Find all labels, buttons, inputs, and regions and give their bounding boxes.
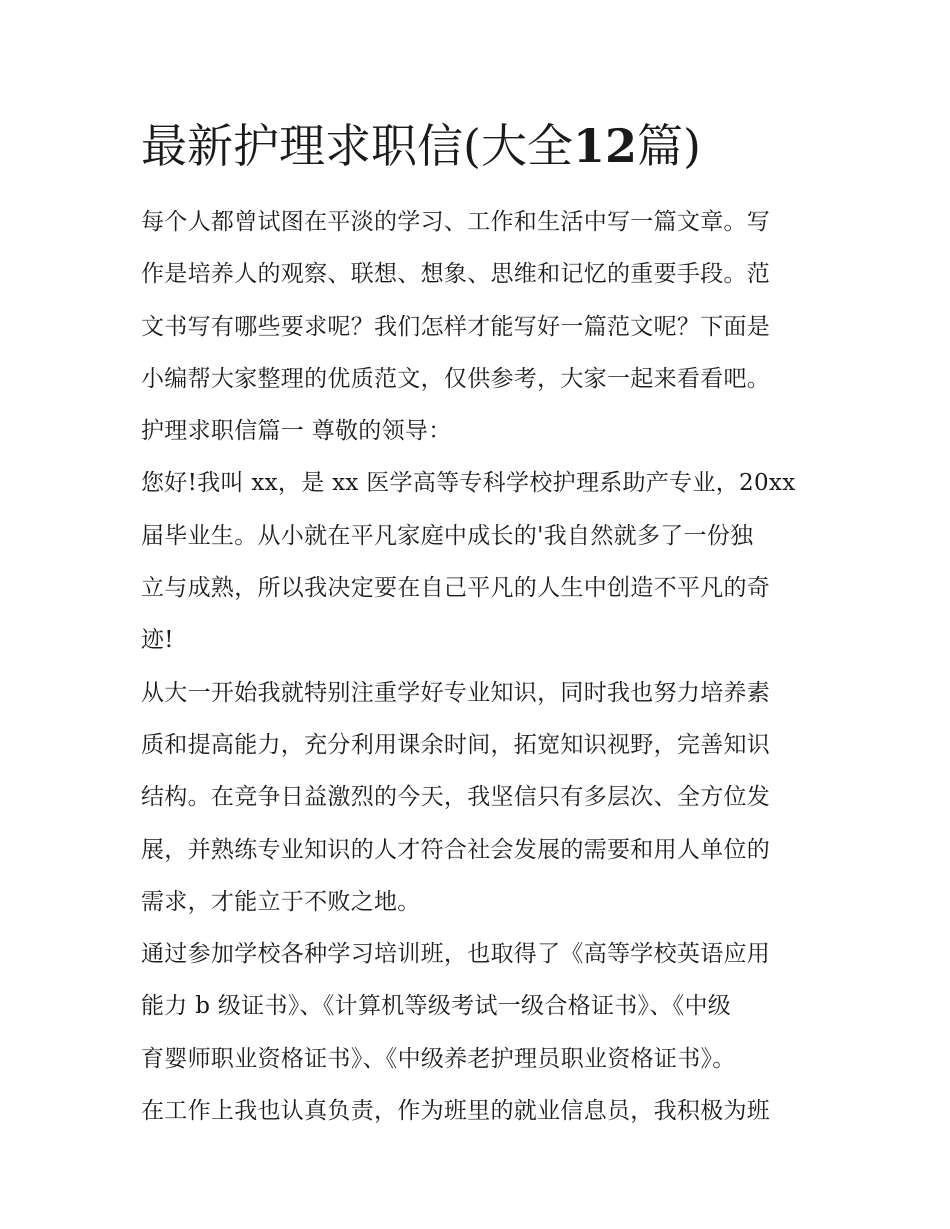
- body-line: 您好!我叫 xx，是 xx 医学高等专科学校护理系助产专业，20xx: [141, 470, 796, 497]
- body-line: 需求，才能立于不败之地。: [141, 888, 421, 915]
- title-suffix: 篇): [636, 119, 701, 173]
- body-line: 展，并熟练专业知识的人才符合社会发展的需要和用人单位的: [141, 836, 771, 863]
- body-line: 从大一开始我就特别注重学好专业知识，同时我也努力培养素: [141, 679, 771, 706]
- body-line: 育婴师职业资格证书》、《中级养老护理员职业资格证书》。: [141, 1045, 736, 1072]
- body-line: 小编帮大家整理的优质范文，仅供参考，大家一起来看看吧。: [141, 365, 771, 392]
- body-line: 迹!: [141, 627, 174, 654]
- body-line: 结构。在竞争日益激烈的今天，我坚信只有多层次、全方位发: [141, 784, 771, 811]
- body-line: 质和提高能力，充分利用课余时间，拓宽知识视野，完善知识: [141, 731, 771, 758]
- body-line: 能力 b 级证书》、《计算机等级考试一级合格证书》、《中级: [141, 993, 732, 1020]
- title-prefix: 最新护理求职信(大全: [141, 119, 573, 173]
- document-title: [141, 116, 701, 176]
- title-number: 12: [572, 119, 637, 173]
- body-line: 作是培养人的观察、联想、想象、思维和记忆的重要手段。范: [141, 261, 771, 288]
- body-line: 届毕业生。从小就在平凡家庭中成长的'我自然就多了一份独: [141, 522, 754, 549]
- document-body: [141, 196, 811, 1137]
- body-line: 通过参加学校各种学习培训班，也取得了《高等学校英语应用: [141, 941, 771, 968]
- body-line: 文书写有哪些要求呢？我们怎样才能写好一篇范文呢？下面是: [141, 313, 771, 340]
- body-line: 每个人都曾试图在平淡的学习、工作和生活中写一篇文章。写: [141, 209, 771, 235]
- body-line: 在工作上我也认真负责，作为班里的就业信息员，我积极为班: [141, 1098, 771, 1125]
- body-line: 立与成熟，所以我决定要在自己平凡的人生中创造不平凡的奇: [141, 575, 771, 602]
- body-line: 护理求职信篇一 尊敬的领导：: [141, 418, 452, 445]
